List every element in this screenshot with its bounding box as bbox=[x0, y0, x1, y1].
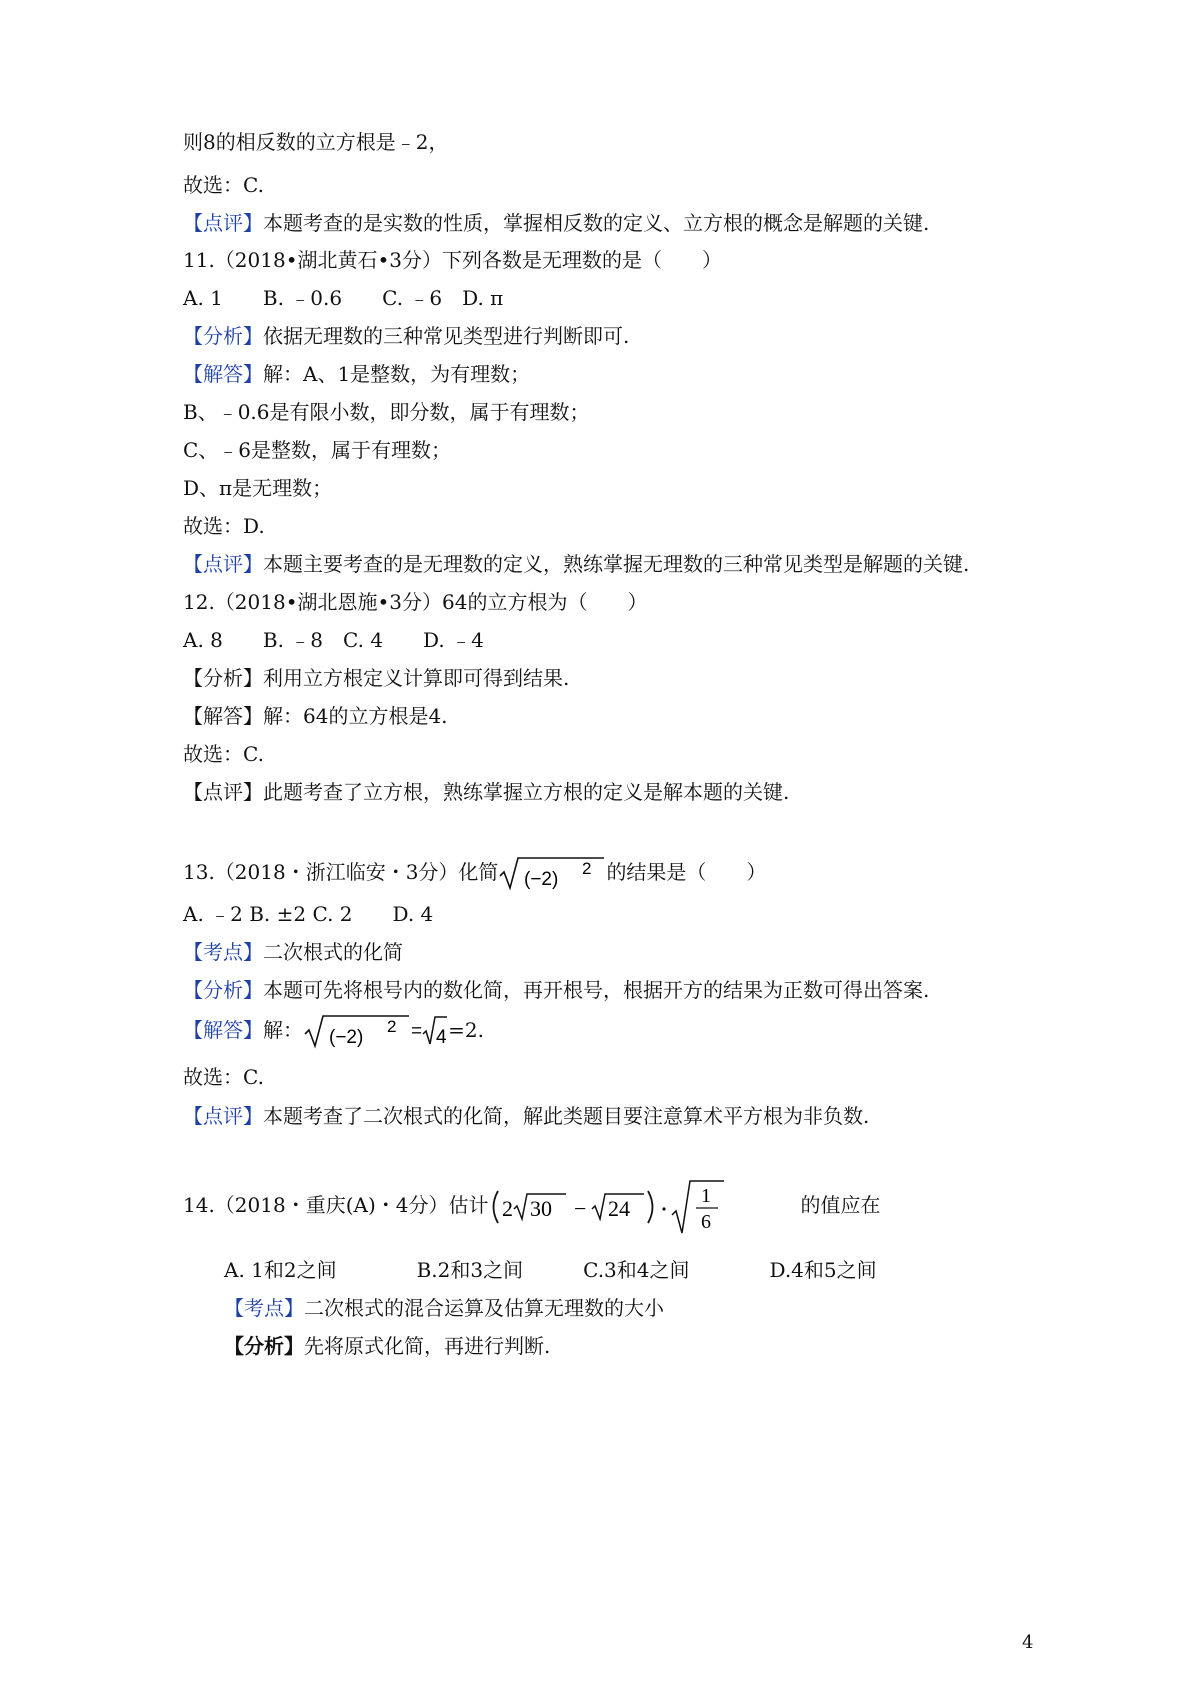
comment-line bbox=[183, 209, 929, 237]
keypoint-line bbox=[183, 938, 403, 966]
keypoint-line bbox=[224, 1294, 664, 1322]
solution-tag: 【解答】 bbox=[183, 1018, 263, 1042]
estimate-expression-formula bbox=[488, 1177, 800, 1237]
analysis-tag: 【分析】 bbox=[183, 666, 263, 690]
analysis-tag: 【分析】 bbox=[224, 1334, 304, 1358]
question-11: 11.（2018•湖北黄石•3分）下列各数是无理数的是（ ） bbox=[183, 248, 723, 272]
comment-tag: 【点评】 bbox=[183, 1104, 263, 1128]
formula-exponent: 2 bbox=[582, 858, 592, 878]
formula-base: (−2) bbox=[524, 868, 559, 890]
solution-line bbox=[183, 1010, 484, 1052]
solution-text: 解：64的立方根是4. bbox=[263, 704, 448, 728]
solution-d: D、π是无理数； bbox=[183, 476, 333, 500]
formula-coefficient: 2 bbox=[502, 1195, 514, 1221]
comment-line bbox=[183, 778, 789, 806]
sqrt-four-formula bbox=[422, 1014, 448, 1050]
analysis-line bbox=[183, 976, 929, 1004]
analysis-line bbox=[183, 322, 629, 350]
analysis-tag: 【分析】 bbox=[183, 978, 263, 1002]
comment-text: 此题考查了立方根，熟练掌握立方根的定义是解本题的关键. bbox=[263, 780, 790, 804]
solution-result: =2. bbox=[448, 1018, 484, 1042]
answer-line: 故选：C. bbox=[183, 742, 264, 766]
analysis-text: 利用立方根定义计算即可得到结果. bbox=[263, 666, 570, 690]
keypoint-tag: 【考点】 bbox=[183, 940, 263, 964]
formula-radicand-24: 24 bbox=[608, 1195, 631, 1221]
comment-text: 本题考查的是实数的性质，掌握相反数的定义、立方根的概念是解题的关键. bbox=[263, 211, 930, 235]
solution-line bbox=[183, 702, 448, 730]
question-14-text: 14.（2018・重庆(A)・4分）估计 bbox=[183, 1193, 489, 1217]
comment-line bbox=[183, 1102, 869, 1130]
sqrt-neg2-squared-formula bbox=[303, 1014, 411, 1050]
question-13 bbox=[183, 852, 766, 892]
keypoint-tag: 【考点】 bbox=[224, 1296, 304, 1320]
question-13-text: 13.（2018・浙江临安・3分）化简 bbox=[183, 860, 499, 884]
question-13-tail: 的结果是（ ） bbox=[606, 860, 767, 884]
solution-tag: 【解答】 bbox=[183, 704, 263, 728]
answer-line: 故选：C. bbox=[183, 1065, 264, 1089]
analysis-line bbox=[183, 664, 569, 692]
formula-radicand-30: 30 bbox=[530, 1195, 553, 1221]
solution-b: B、﹣0.6是有限小数，即分数，属于有理数； bbox=[183, 400, 590, 424]
equals-sign: = bbox=[411, 1021, 423, 1042]
sqrt-neg2-squared-formula bbox=[498, 856, 606, 892]
analysis-line bbox=[224, 1332, 550, 1360]
analysis-text: 本题可先将根号内的数化简，再开根号，根据开方的结果为正数可得出答案. bbox=[263, 978, 930, 1002]
formula-numerator: 1 bbox=[701, 1184, 712, 1207]
formula-radicand: 4 bbox=[436, 1026, 447, 1048]
solution-c: C、﹣6是整数，属于有理数； bbox=[183, 438, 452, 462]
question-12: 12.（2018•湖北恩施•3分）64的立方根为（ ） bbox=[183, 590, 648, 614]
solution-text: 解：A、1是整数，为有理数； bbox=[263, 362, 531, 386]
question-14 bbox=[183, 1175, 880, 1237]
question-14-options: A. 1和2之间 B.2和3之间 C.3和4之间 D.4和5之间 bbox=[224, 1258, 877, 1282]
keypoint-text: 二次根式的化简 bbox=[263, 940, 403, 964]
solution-tag: 【解答】 bbox=[183, 362, 263, 386]
question-12-options: A. 8 B. ﹣8 C. 4 D. ﹣4 bbox=[183, 628, 484, 652]
analysis-tag: 【分析】 bbox=[183, 324, 263, 348]
formula-denominator: 6 bbox=[701, 1210, 712, 1233]
comment-text: 本题考查了二次根式的化简，解此类题目要注意算术平方根为非负数. bbox=[263, 1104, 870, 1128]
comment-line bbox=[183, 550, 969, 578]
answer-line: 故选：C. bbox=[183, 173, 264, 197]
formula-minus: − bbox=[574, 1195, 587, 1221]
text-line: 则8的相反数的立方根是﹣2， bbox=[183, 130, 449, 154]
formula-base: (−2) bbox=[329, 1026, 364, 1048]
comment-tag: 【点评】 bbox=[183, 211, 263, 235]
answer-line: 故选：D. bbox=[183, 514, 265, 538]
analysis-text: 依据无理数的三种常见类型进行判断即可. bbox=[263, 324, 630, 348]
question-13-options: A. ﹣2 B. ±2 C. 2 D. 4 bbox=[183, 902, 434, 926]
comment-text: 本题主要考查的是无理数的定义，熟练掌握无理数的三种常见类型是解题的关键. bbox=[263, 552, 970, 576]
formula-exponent: 2 bbox=[387, 1016, 397, 1036]
analysis-text: 先将原式化简，再进行判断. bbox=[304, 1334, 551, 1358]
comment-tag: 【点评】 bbox=[183, 552, 263, 576]
solution-prefix: 解： bbox=[263, 1018, 303, 1042]
question-14-tail: 的值应在 bbox=[800, 1193, 881, 1217]
keypoint-text: 二次根式的混合运算及估算无理数的大小 bbox=[304, 1296, 664, 1320]
question-11-options: A. 1 B. ﹣0.6 C. ﹣6 D. π bbox=[183, 286, 504, 310]
comment-tag: 【点评】 bbox=[183, 780, 263, 804]
page-number: 4 bbox=[1022, 1632, 1034, 1653]
solution-line bbox=[183, 360, 530, 388]
